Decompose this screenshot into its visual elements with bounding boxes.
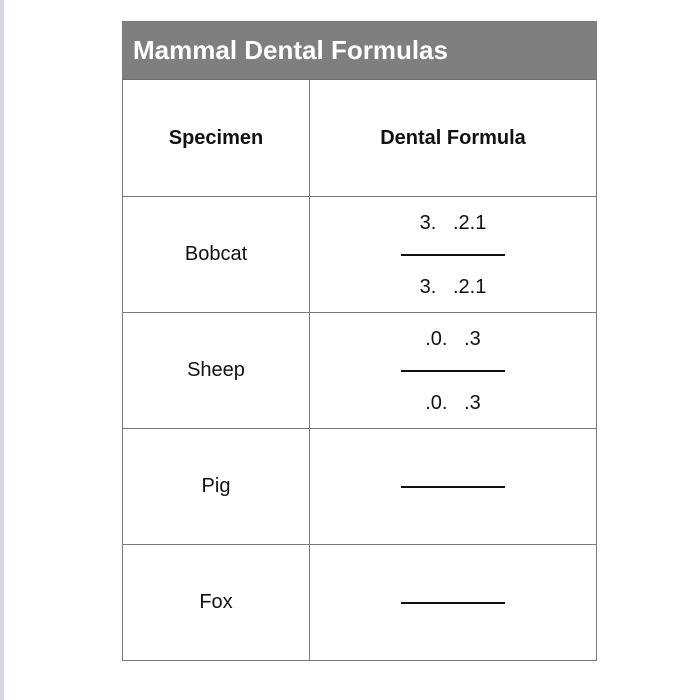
- page-left-edge: [0, 0, 4, 700]
- table-row: [123, 428, 596, 544]
- table-row: [123, 544, 596, 660]
- formula-cell: [310, 545, 596, 660]
- blank-formula-line: [401, 486, 505, 488]
- table-header-row: [123, 80, 596, 196]
- formula-fraction: [401, 326, 505, 416]
- formula-upper: .0. .3: [425, 327, 481, 350]
- header-dental-formula: Dental Formula: [380, 126, 526, 149]
- formula-cell: [310, 429, 596, 544]
- blank-formula-line: [401, 602, 505, 604]
- formula-lower: .0. .3: [425, 391, 481, 414]
- specimen-cell: Pig: [123, 429, 310, 544]
- specimen-cell: Fox: [123, 545, 310, 660]
- specimen-cell: Sheep: [123, 313, 310, 428]
- fraction-bar: [401, 370, 505, 372]
- fraction-bar: [401, 254, 505, 256]
- table-row: [123, 312, 596, 428]
- formula-cell: [310, 197, 596, 312]
- formula-upper: 3. .2.1: [419, 211, 487, 234]
- table-row: [123, 196, 596, 312]
- dental-formula-table: [122, 21, 597, 661]
- formula-cell: [310, 313, 596, 428]
- specimen-cell: Bobcat: [123, 197, 310, 312]
- table-title: Mammal Dental Formulas: [123, 22, 596, 80]
- formula-lower: 3. .2.1: [419, 275, 487, 298]
- formula-fraction: [401, 210, 505, 300]
- header-specimen: Specimen: [123, 80, 310, 196]
